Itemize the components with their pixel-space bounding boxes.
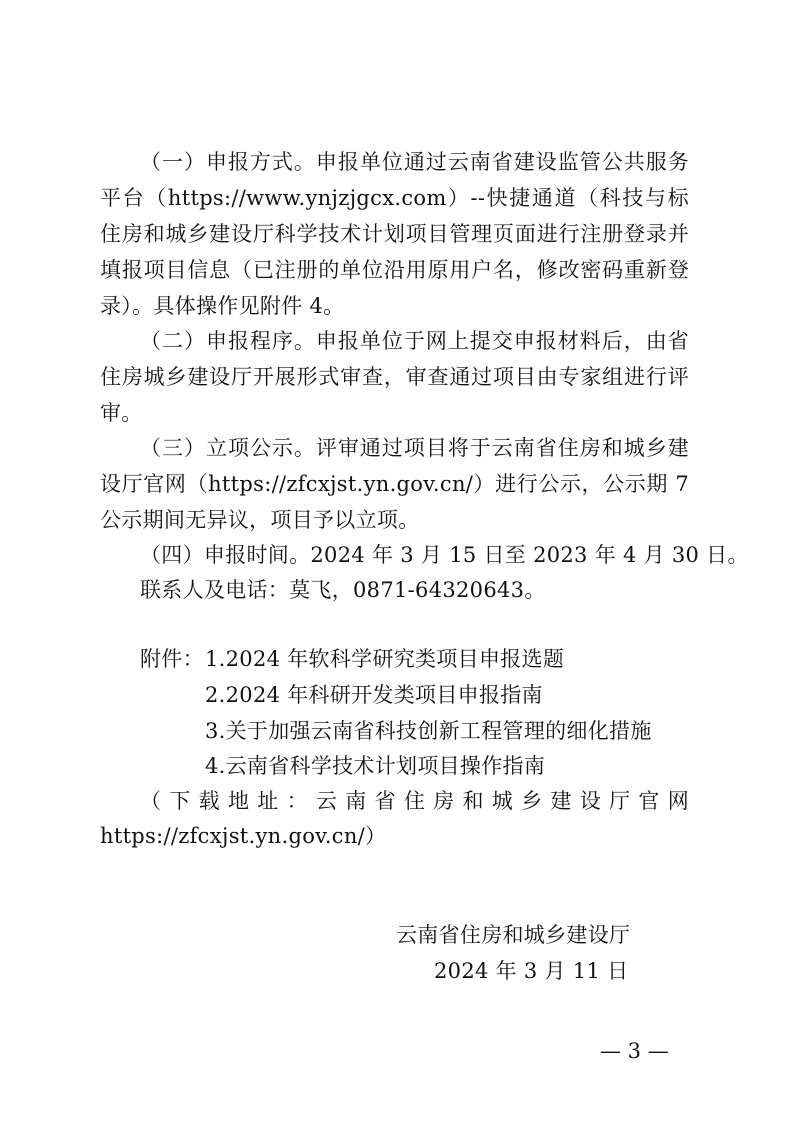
signature-organization: 云南省住房和城乡建设厅 (396, 923, 631, 947)
attachments-label: 附件： (140, 647, 204, 671)
download-address-line-2: https://zfcxjst.yn.gov.cn/） (100, 824, 387, 848)
attachment-item-3: 3.关于加强云南省科技创新工程管理的细化措施 (205, 719, 652, 743)
attachment-item-4: 4.云南省科学技术计划项目操作指南 (205, 754, 546, 778)
section4-line: （四）申报时间。2024 年 3 月 15 日至 2023 年 4 月 30 日。 (140, 543, 749, 567)
signature-date: 2024 年 3 月 11 日 (434, 959, 629, 983)
section2-line-3: 审。 (100, 401, 143, 425)
section1-line-4: 填报项目信息（已注册的单位沿用原用户名，修改密码重新登 (100, 258, 689, 282)
section1-line-3: 住房和城乡建设厅科学技术计划项目管理页面进行注册登录并 (100, 222, 689, 246)
download-address-line-1: （下载地址：云南省住房和城乡建设厅官网 (140, 789, 689, 813)
section3-line-2: 设厅官网（https://zfcxjst.yn.gov.cn/）进行公示，公示期 7 (100, 472, 689, 496)
attachment-item-1: 1.2024 年软科学研究类项目申报选题 (205, 647, 565, 671)
section3-line-3: 公示期间无异议，项目予以立项。 (100, 508, 420, 532)
section1-line-2: 平台（https://www.ynjzjgcx.com）--快捷通道（科技与标 (100, 186, 689, 210)
section2-line-2: 住房城乡建设厅开展形式审查，审查通过项目由专家组进行评 (100, 365, 689, 389)
section2-line-1: （二）申报程序。申报单位于网上提交申报材料后，由省 (140, 329, 689, 353)
page-number: — 3 — (600, 1039, 669, 1063)
section1-line-5: 录）。具体操作见附件 4。 (100, 294, 345, 318)
section1-line-1: （一）申报方式。申报单位通过云南省建设监管公共服务 (140, 150, 689, 174)
section3-line-1: （三）立项公示。评审通过项目将于云南省住房和城乡建 (140, 436, 689, 460)
attachment-item-2: 2.2024 年科研开发类项目申报指南 (205, 683, 543, 707)
contact-line: 联系人及电话：莫飞，0871-64320643。 (140, 578, 546, 602)
